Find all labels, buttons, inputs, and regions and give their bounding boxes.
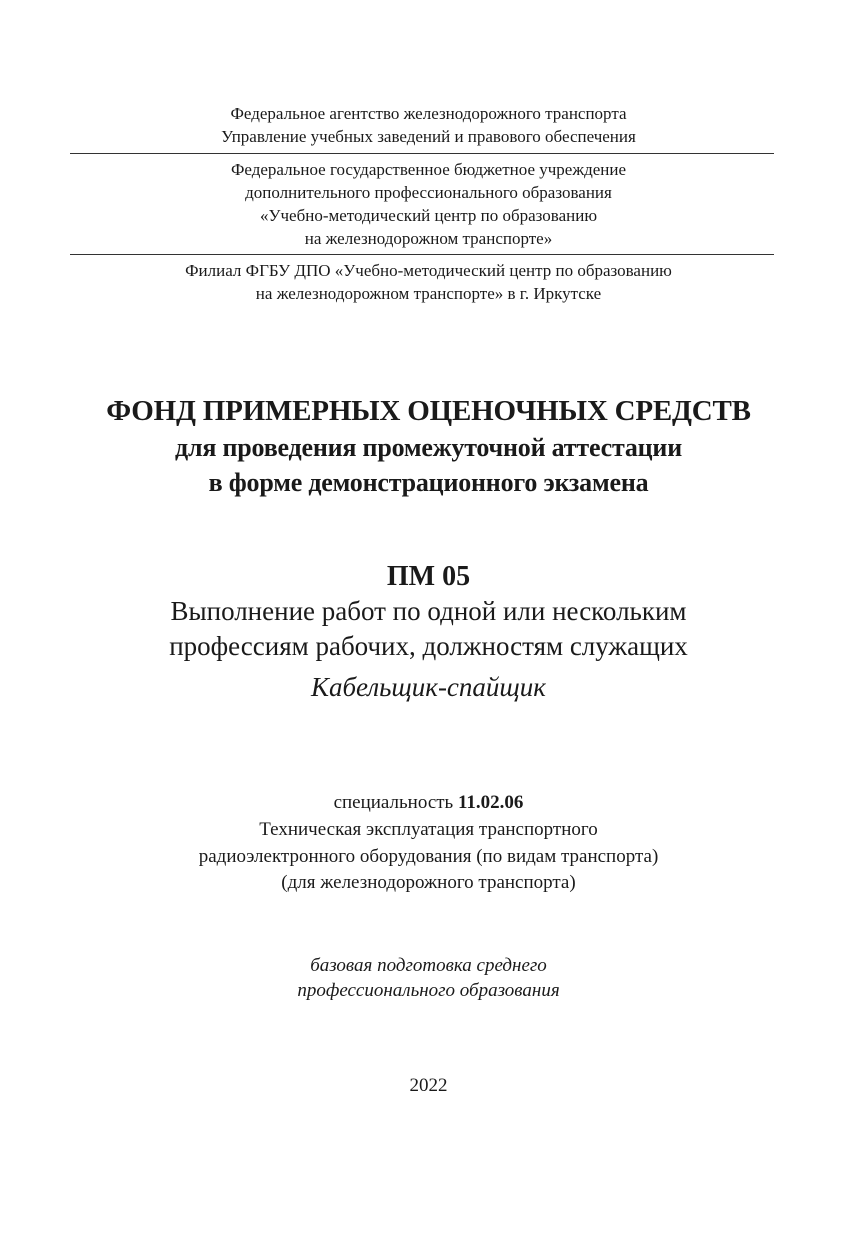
specialty-label: специальность bbox=[333, 792, 458, 813]
document-subtitle-1: для проведения промежуточной аттестации bbox=[175, 433, 682, 462]
specialty-line-2: радиоэлектронного оборудования (по видам транспорта) bbox=[198, 846, 659, 867]
institution-line-3: «Учебно-методический центр по образованию bbox=[259, 206, 598, 225]
publication-year: 2022 bbox=[409, 1075, 448, 1096]
level-line-2: профессионального образования bbox=[297, 980, 560, 1001]
module-name-line-2: профессиям рабочих, должностям служащих bbox=[169, 631, 688, 661]
agency-department: Управление учебных заведений и правового обеспечения bbox=[221, 127, 636, 146]
header-divider-1 bbox=[70, 153, 774, 154]
header-divider-2 bbox=[70, 254, 774, 255]
document-title: ФОНД ПРИМЕРНЫХ ОЦЕНОЧНЫХ СРЕДСТВ bbox=[106, 395, 751, 427]
specialty-heading bbox=[0, 792, 857, 814]
specialty-code: 11.02.06 bbox=[457, 792, 524, 813]
agency-name: Федеральное агентство железнодорожного транспорта bbox=[230, 104, 627, 123]
document-subtitle-2: в форме демонстрационного экзамена bbox=[208, 468, 649, 497]
specialty-line-1: Техническая эксплуатация транспортного bbox=[259, 819, 598, 840]
institution-line-2: дополнительного профессионального образования bbox=[245, 183, 612, 202]
profession-name: Кабельщик-спайщик bbox=[311, 672, 546, 702]
branch-line-1: Филиал ФГБУ ДПО «Учебно-методический центр по образованию bbox=[185, 261, 672, 280]
institution-line-1: Федеральное государственное бюджетное учреждение bbox=[230, 160, 627, 179]
institution-line-4: на железнодорожном транспорте» bbox=[304, 229, 553, 248]
level-line-1: базовая подготовка среднего bbox=[310, 955, 547, 976]
module-name-line-1: Выполнение работ по одной или нескольким bbox=[170, 596, 687, 626]
module-code: ПМ 05 bbox=[386, 561, 471, 592]
branch-line-2: на железнодорожном транспорте» в г. Иркутске bbox=[255, 284, 602, 303]
specialty-line-3: (для железнодорожного транспорта) bbox=[281, 872, 576, 893]
